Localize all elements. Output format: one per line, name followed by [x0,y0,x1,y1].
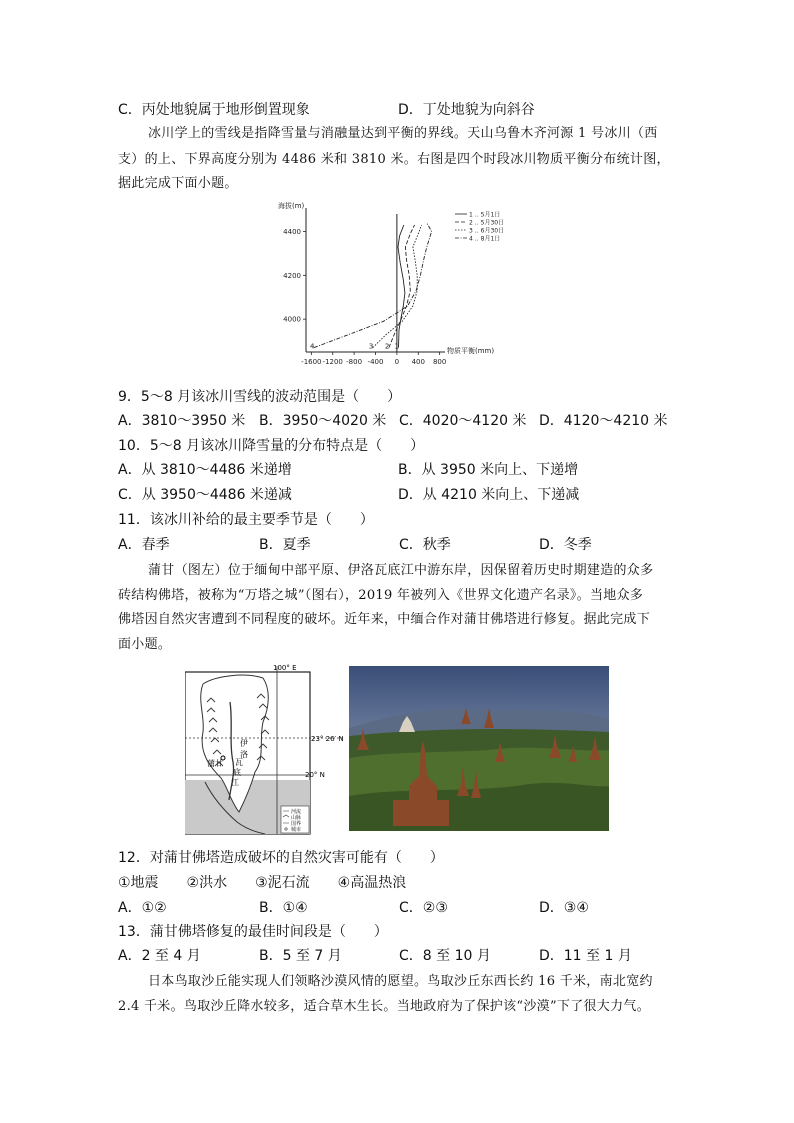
mass-balance-chart [270,200,510,370]
q12-option-b[interactable]: B．①④ [259,900,308,916]
q13-option-a[interactable]: A．2 至 4 月 [118,948,201,964]
x-tick-label: 400 [411,358,425,366]
x-tick-label: -1600 [301,358,322,366]
bagan-location-map [185,662,345,836]
q10-option-c[interactable]: C．从 3950～4486 米递减 [118,487,292,503]
passage1-line2: 支）的上、下界高度分别为 4486 米和 3810 米。右图是四个时段冰川物质平衡分布统计图， [118,152,670,167]
q12-option-c[interactable]: C．②③ [399,900,448,916]
legend-label-2: 2 ‥ 5月30日 [469,219,505,227]
q9-stem: 9．5～8 月该冰川雪线的波动范围是（ ） [118,389,402,405]
q11-option-a[interactable]: A．春季 [118,537,170,553]
passage3-line2: 2.4 千米。鸟取沙丘降水较多，适合草木生长。当地政府为了保护该“沙漠”下了很大力气。 [118,999,650,1014]
main-pagoda-base [393,800,449,826]
q10-option-a[interactable]: A．从 3810～4486 米递增 [118,462,292,478]
q10-option-b[interactable]: B．从 3950 米向上、下递增 [398,462,579,478]
y-tick-label: 4400 [283,228,301,237]
series-marker-3: 3 [368,342,374,351]
river-label-1: 伊 [240,739,248,748]
q10-option-d[interactable]: D．从 4210 米向上、下递减 [398,487,580,503]
city-label: 蒲甘 [207,759,223,768]
passage1-line1: 冰川学上的雪线是指降雪量与消融量达到平衡的界线。天山乌鲁木齐河源 1 号冰川（西 [148,126,658,141]
x-tick-label: 0 [394,358,400,366]
legend-mountain: 山脉 [291,815,302,821]
lat1-label: 23° 26′ N [311,735,344,743]
passage1-line3: 据此完成下面小题。 [118,176,238,191]
y-tick-label: 4000 [283,315,301,324]
q9-option-d[interactable]: D．4120～4210 米 [539,413,668,429]
legend-city: 城市 [291,827,302,833]
legend-label-4: 4 ‥ 8月1日 [469,235,501,243]
river-label-3: 瓦 [235,758,243,767]
x-tick-label: 800 [432,358,447,366]
y-axis-label: 海拔(m) [278,202,305,210]
lon-label: 100° E [273,664,297,672]
q11-option-d[interactable]: D．冬季 [539,537,592,553]
q11-option-c[interactable]: C．秋季 [399,537,451,553]
river-label-5: 江 [231,778,239,787]
q10-stem: 10．5～8 月该冰川降雪量的分布特点是（ ） [118,438,425,454]
q12-stem: 12．对蒲甘佛塔造成破坏的自然灾害可能有（ ） [118,850,444,866]
q11-option-b[interactable]: B．夏季 [259,537,311,553]
series-line-4 [314,223,432,348]
river-label-4: 底 [233,768,241,777]
legend-river: 河流 [291,809,302,815]
passage2-line4: 面小题。 [118,637,172,652]
option-d-prev: D．丁处地貌为向斜谷 [398,102,535,118]
q9-option-a[interactable]: A．3810～3950 米 [118,413,246,429]
q9-option-c[interactable]: C．4020～4120 米 [399,413,527,429]
bagan-pagodas-photo [349,666,609,831]
x-axis-label: 物质平衡(mm) [447,347,495,355]
passage2-line3: 佛塔因自然灾害遭到不同程度的破坏。近年来，中缅合作对蒲甘佛塔进行修复。据此完成下 [118,612,651,627]
legend-border: 国界 [291,821,302,827]
x-tick-label: -800 [346,358,363,366]
q13-stem: 13．蒲甘佛塔修复的最佳时间段是（ ） [118,924,388,940]
river-label-2: 洛 [240,750,248,759]
q12-items: ①地震 ②洪水 ③泥石流 ④高温热浪 [118,875,407,891]
q9-option-b[interactable]: B．3950～4020 米 [259,413,387,429]
passage2-line1: 蒲甘（图左）位于缅甸中部平原、伊洛瓦底江中游东岸，因保留着历史时期建造的众多 [148,563,654,578]
option-c-prev: C．丙处地貌属于地形倒置现象 [118,102,310,118]
series-marker-4: 4 [310,342,315,351]
y-tick-label: 4200 [283,271,301,280]
q13-option-d[interactable]: D．11 至 1 月 [539,948,632,964]
q12-option-a[interactable]: A．①② [118,900,167,916]
passage2-line2: 砖结构佛塔，被称为“万塔之城”（图右），2019 年被列入《世界文化遗产名录》。当地众多 [118,588,644,603]
q12-option-d[interactable]: D．③④ [539,900,589,916]
x-tick-label: -400 [367,358,384,366]
passage3-line1: 日本鸟取沙丘能实现人们领略沙漠风情的愿望。鸟取沙丘东西长约 16 千米，南北宽约 [148,974,653,989]
lat2-label: 20° N [305,771,325,779]
q11-stem: 11．该冰川补给的最主要季节是（ ） [118,512,374,528]
series-marker-2: 2 [384,342,390,351]
series-marker-1: 1 [394,342,399,351]
q13-option-b[interactable]: B．5 至 7 月 [259,948,342,964]
series-line-1 [398,225,405,348]
q13-option-c[interactable]: C．8 至 10 月 [399,948,491,964]
x-tick-label: -1200 [322,358,343,366]
legend-label-1: 1 ‥ 5月1日 [469,211,501,219]
legend-label-3: 3 ‥ 6月30日 [469,227,505,235]
